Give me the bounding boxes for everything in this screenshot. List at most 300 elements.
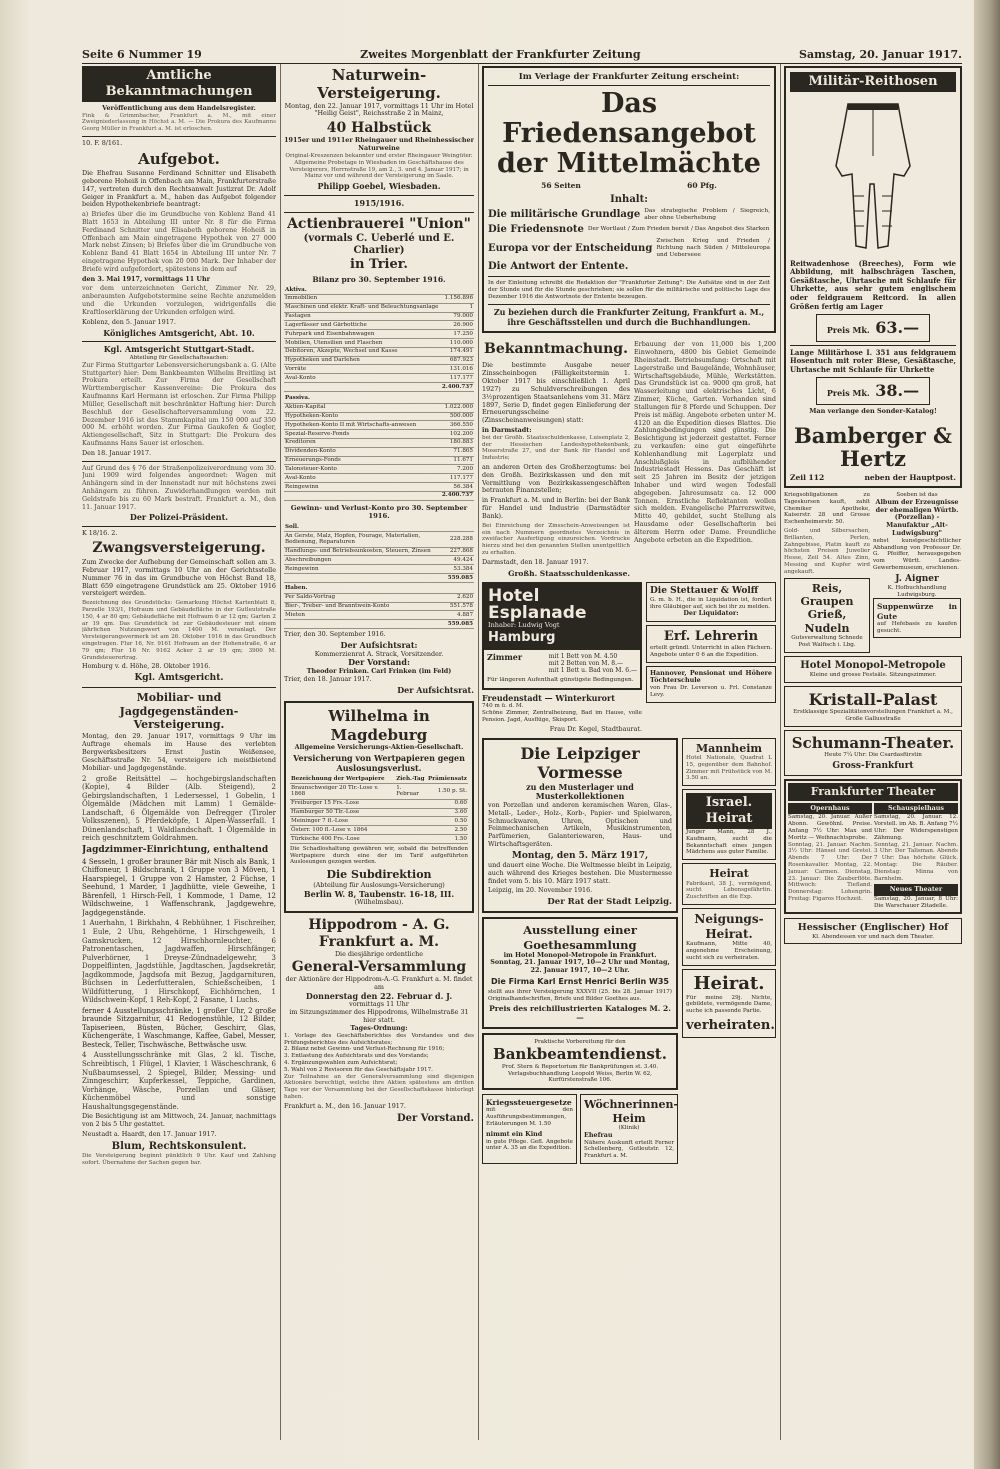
col3-right-filler: Erbauung der von 11,000 bis 1,200 Einwohnern, 4800 bis Gebiet Gemeinde Rheinstadt. Betriebsumfang: Ortschaft mit Lagerstraße und Baugelände, Wohnhäuser, Wirtschaftsgebäude, Mühle, Werkstätten. Das Grundstück ist ca. 9000 qm groß, hat Wasserleitung und elektrisches Licht, 6 Zimmer, Küche, Garten. Vorhanden sind Stallungen für 8 Pferde und Schuppen. Der Preis ist mäßig. Angebote erbeten unter M. 4120 an die Expedition dieses Blattes. Die Zahlungsbedingungen sind günstig. Die Besichtigung ist jederzeit gestattet. Ferner zu verkaufen: eine gut eingeführte Kohlenhandlung mit Lagerplatz und Anschlußgleis in aufblühender Industriestadt Hessens. Das Geschäft ist seit 25 Jahren im Besitz der jetzigen Inhaber und wird wegen Todesfall abgegeben. Jahresumsatz ca. 12 000 Tonnen. Ernstliche Reflektanten wollen sich melden. Evangelische Pfarrerswitwe, Mitte 40, gebildet, sucht Stellung als Hausdame oder Gesellschafterin bei älterem Herrn oder Dame. Freundliche Angebote erbeten an die Expedition.	[634, 340, 776, 544]
table-cell: 79.000	[441, 312, 474, 321]
wilhelma-title: Wilhelma in Magdeburg	[328, 707, 430, 744]
aktiva-head: Aktiva.	[284, 286, 474, 294]
table-cell: 180.883	[436, 438, 474, 447]
suppe-text: auf Hefebasis zu kaufen gesucht.	[877, 620, 957, 634]
woechnerinnen-sub: (Klinik)	[618, 1124, 640, 1131]
table-cell: Debitoren, Akzepte, Wechsel und Kasse	[284, 347, 441, 356]
wilhelma-addr: Berlin W. 8, Taubenstr. 16-18, III.	[303, 888, 455, 899]
bekannt-darmstadt-filler: bei der Großh. Staatsschuldenkasse, Luisenplatz 2, der Hessischen Landeshypothekenbank, Moserstraße 27, und der Bank für Handel und Industrie;	[482, 434, 630, 462]
freudenstadt-title: Freudenstadt — Winterkurort	[482, 692, 615, 703]
liquidator: Der Liquidator:	[683, 609, 739, 618]
esplanade-body	[484, 650, 640, 678]
divider	[488, 85, 770, 86]
kgl-amt-title: Kgl. Amtsgericht.	[134, 673, 224, 684]
inhalt-item-sub: Der Wortlaut / Zum Frieden bereit / Das Angebot des Starken	[587, 226, 770, 233]
esplanade-city: Hamburg	[488, 629, 556, 645]
col3-split-top	[482, 337, 776, 577]
table-cell: Hypotheken-Konto	[284, 412, 436, 421]
table-row	[284, 556, 474, 565]
israel-title: Israel. Heirat	[686, 793, 772, 829]
heirat1-title: Heirat	[709, 867, 749, 881]
naturwein-date: Montag, den 22. Januar 1917, vormittags 11 Uhr im Hotel "Heilig Geist", Reichsstraße 2 in Mainz,	[284, 101, 474, 118]
hippodrom-sub: der Aktionäre der Hippodrom-A.-G. Frankfurt a. M. findet am	[285, 975, 473, 991]
hippodrom-title: Hippodrom - A. G. Frankfurt a. M.	[308, 917, 450, 951]
table-row	[284, 330, 474, 339]
col4-right	[873, 492, 961, 656]
zwang-title: Zwangsversteigerung.	[92, 540, 266, 557]
heirat1-filler: Fabrikant, 38 J., vermögend, sucht Lebensgefährtin. Zuschriften an die Exp.	[686, 880, 772, 901]
woechnerinnen-title: Wöchnerinnen-Heim	[584, 1098, 679, 1125]
table-row	[284, 483, 474, 492]
wilhelma-th-1: Bezeichnung der Wertpapiere	[290, 775, 395, 783]
wilhelma-th-3: Prämiensatz	[428, 775, 467, 782]
kristall-ad	[784, 686, 962, 727]
neues-theater: Neues Theater	[874, 884, 958, 896]
header-left: Seite 6 Nummer 19	[82, 48, 202, 61]
stettauer-wrap	[646, 582, 776, 734]
passiva-head: Passiva.	[284, 395, 474, 403]
zwang-text: Zum Zwecke der Aufhebung der Gemeinschaft sollen am 3. Februar 1917, vormittags 10 Uhr an der Gerichtsstelle Nummer 76 in das im Grundbuche von Höchst Band 18, Blatt 659 eingetragene Grundstück am 25. Oktober 1916 versteigert werden.	[82, 558, 276, 598]
table-cell: Erneuerungs-Fonds	[284, 456, 436, 465]
aufgebot-text: Die Ehefrau Susanne Ferdinand Schnitter und Elisabeth geborene Hoheiß in Offenbach am Main, Frankfurterstraße 147, vertreten durch den Rechtsanwalt Justizrat Dr. Adolf Geiger in Frankfurt a. M., haben das Aufgebot folgender beiden Hypothekenbriefe beantragt:	[82, 169, 276, 209]
esplanade-wrap	[482, 582, 642, 734]
table-cell: 71.865	[436, 447, 474, 456]
inhalt-item-title: Europa vor der Entscheidung	[488, 242, 653, 254]
inhalt-item	[488, 224, 770, 236]
kriegsobligationen: Kriegsobligationen zu Tageskursen kauft, zahlt Chemiker Apotheke, Kaiserstr. 28 und Grosse Eschenheimerstr. 50.	[784, 491, 870, 526]
wilhelma-abt: (Abteilung für Auslosungs-Versicherung)	[313, 880, 445, 889]
album-text: nebst kunstgeschichtlicher Abhandlung von Professor Dr. G. Pfeiffer, herausgegeben vom Württ. Landes-Gewerbemuseum, erschienen.	[873, 537, 961, 572]
pensionat-ad	[646, 666, 776, 703]
table-cell: 17.250	[441, 330, 474, 339]
table-cell: 1.022.000	[436, 403, 474, 412]
neigungs-ad	[682, 908, 776, 966]
esplanade-ad	[482, 582, 642, 690]
pensionat-title: Hannover, Pensionat und Höhere Töchterschule	[650, 668, 772, 685]
goebel: Philipp Goebel, Wiesbaden.	[317, 181, 441, 192]
leipzig-date: Montag, den 5. März 1917,	[511, 850, 649, 861]
neigungs-title: Neigungs-Heirat.	[694, 911, 764, 941]
suppe-ad	[873, 598, 961, 638]
goethe-dates: Sonntag, 21. Januar 1917, 10—2 Uhr und Montag, 22. Januar 1917, 10—2 Uhr.	[490, 958, 670, 975]
table-cell: 1.156.896	[441, 294, 474, 303]
aigner-sub: K. Hofbuchhandlung Ludwigsburg.	[887, 584, 947, 598]
polizei-title: Der Polizei-Präsident.	[129, 512, 229, 523]
divider	[488, 276, 770, 277]
goethe-text: stellt aus ihrer Versteigerung XXXVII (25. bis 28. Januar 1917) Originalhandschriften, Briefe und Bilder Goethes aus.	[488, 988, 672, 1002]
preis1-value: 63.—	[875, 318, 920, 338]
hessischer-title: Hessischer (Englischer) Hof	[797, 921, 949, 933]
table-cell: Hamburger 50 Tlr.-Lose	[290, 808, 395, 817]
esplanade-note: Für längeren Aufenthalt günstigste Bedingungen.	[487, 677, 634, 684]
bankbeamten-title: Bankbeamtendienst.	[493, 1045, 667, 1064]
header-right: Samstag, 20. Januar 1917.	[799, 48, 962, 61]
aktiva-total: 2.400.737	[441, 383, 473, 390]
divider	[82, 136, 276, 137]
mannheim-ad	[682, 738, 776, 787]
esplanade-left	[488, 585, 636, 646]
table-cell: Dividenden-Konto	[284, 447, 436, 456]
table-row	[284, 365, 474, 374]
kristall-title: Kristall-Palast	[808, 689, 938, 709]
union-city: in Trier.	[350, 257, 408, 273]
table-row	[284, 294, 474, 303]
hippodrom-date: Donnerstag den 22. Februar d. J.	[305, 990, 453, 1001]
table-cell: Spezial-Reserve-Fonds	[284, 430, 436, 439]
col4-split	[784, 492, 962, 656]
table-cell	[395, 835, 427, 844]
wilhelma-ad	[284, 701, 474, 913]
jahrgang: 1915er und 1911er Rheingauer und Rheinhessischer Naturweine	[284, 136, 474, 153]
bekannt-sign: Großh. Staatsschuldenkasse.	[508, 568, 630, 578]
table-cell: Bier-, Treber- und Branntwein-Konto	[284, 602, 435, 611]
woechnerinnen-ad	[580, 1094, 678, 1164]
lehrerin-ad	[646, 625, 776, 662]
list-item: 2. Bilanz nebst Gewinn- und Verlust-Rechnung für 1916;	[284, 1046, 445, 1053]
table-row	[290, 808, 468, 817]
table-cell: 53.384	[447, 565, 474, 574]
table-cell: Vorräte	[284, 365, 441, 374]
stuttgart-body-filler: Zur Firma Stuttgarter Lebensversicherungsbank a. G. (Alte Stuttgarter) hier: Dem Bankbeamten Wilhelm Breitling ist Prokura erteilt. Zur Firma der Gesellschaft Württembergischer Kassenvereine: Die Prokura des Kaufmanns Karl Hermann ist erloschen. Zur Firma Philipp Müller, Gesellschaft mit beschränkter Haftung hier: Durch Beschluß der Gesellschafterversammlung vom 22. Dezember 1916 ist das Stammkapital um 150 000 auf 350 000 M. erhöht worden. Zur Firma Gaukofen & Gogler, Aktiengesellschaft, Sitz in Stuttgart: Die Prokura des Kaufmanns Hans Sauer ist erloschen.	[82, 360, 276, 447]
years: 1915/1916.	[353, 197, 405, 208]
preis-label-2: Preis Mk.	[826, 388, 870, 399]
table-cell: Reingewinn	[284, 565, 447, 574]
neigungs-text: Kaufmann, Mitte 40, angenehme Erscheinung, sucht sich zu verheiraten.	[686, 941, 772, 961]
bekannt-body-filler: Bei Einreichung der Zinsschein-Anweisungen ist ein nach Nummern geordnetes Verzeichnis in zweifacher Ausfertigung einzureichen. Vordrucke hierzu sind bei den genannten Stellen unentgeltlich zu erhalten.	[482, 522, 630, 556]
esplanade-title: Hotel Esplanade	[488, 585, 587, 623]
header-center: Zweites Morgenblatt der Frankfurter Zeitung	[360, 48, 641, 61]
table-cell: Reingewinn	[284, 483, 436, 492]
table-cell: 227.868	[447, 547, 474, 556]
table-row	[290, 784, 468, 800]
table-row	[284, 421, 474, 430]
halbstueck: 40 Halbstück	[326, 120, 432, 137]
ferner-body-filler: 4 Ausstellungsschränke mit Glas, 2 kl. Tische, Schreibtisch, 1 Flügel, 1 Klavier, 1 Wäscheschrank, 6 Nußbaumsessel, 2 Spiegel, Bilder, Messing- und Zinngeschirr, Kupferkessel, Teppiche, Gardinen, Vorhänge, Wäsche, Porzellan und Gläser, Küchenmöbel und sonstige Haushaltungsgegenstände.	[82, 1051, 276, 1111]
col3-split-mid	[482, 582, 776, 734]
divider	[82, 526, 276, 527]
table-cell: 551.578	[435, 602, 474, 611]
bankbeamten-ad	[482, 1033, 678, 1091]
col3-right-low	[682, 738, 776, 1168]
lange-text: Lange Militärhose I. 351 aus feldgrauem Hosentuch mit roter Biese, Gesäßtasche, Uhrtasche mit Schlaufe für Uhrkette	[790, 347, 956, 374]
schauspiel-filler: Sonntag, 21. Januar. Nachm. 3 Uhr: Der Talisman. Abends 7 Uhr: Das höchste Glück. Montag: Die Räuber. Dienstag: Minna von Barnhelm.	[874, 841, 958, 882]
monopol-sub: Kleine und grosse Festsäle. Sitzungszimmer.	[809, 672, 937, 679]
table-cell: Österr. 100 fl.-Lose v. 1864	[290, 826, 395, 835]
lehrerin-title: Erf. Lehrerin	[663, 629, 759, 645]
bekannt-frankfurt: in Frankfurt a. M. und in Berlin: bei der Bank für Handel und Industrie (Darmstädter Bank).	[482, 496, 630, 520]
album-head: Soeben ist das	[896, 491, 938, 498]
katalog: Man verlange den Sonder-Katalog!	[809, 406, 937, 415]
suppe-title: Suppenwürze in Gute	[877, 602, 957, 621]
column-rule-2	[478, 64, 479, 1440]
homburg-date: Homburg v. d. Höhe, 28. Oktober 1916.	[82, 662, 211, 671]
neues-text: Samstag, 20. Januar, 8 Uhr: Die Warschauer Zitadelle.	[874, 896, 958, 910]
jagd-body-filler: 1 Auerhahn, 1 Birkhahn, 4 Rebhühner, 1 Fischreiher, 1 Eule, 2 Uhu, Rehgehörne, 1 Hirschgeweih, 1 Gamskrucken, 12 Hirschhornleuchter, 6 Patronentaschen, Jagdwaffen, Hirschfänger, Pulverhörner, 1 Dreyse-Zündnadelgewehr, 3 Doppelflinten, Jagdstühle, Jagdtaschen, Jagdsekretär, Jagdkommode, Jagdsofa mit Bezug, Jagdgarnituren, Büchsen in Lederfutteralen, Schießscheiben, 1 Wildfütterung, 1 Hirschkopf, Eichhörnchen, 1 Wildschwein-Kopf, 1 Reh-Kopf, 2 Fasane, 1 Luchs.	[82, 919, 276, 1005]
table-cell: Maschinen und elektr. Kraft- und Beleuchtungsanlage	[284, 303, 441, 312]
union-sub: (vormals C. Ueberlé und E. Charlier)	[303, 232, 455, 256]
list-item: 1. Vorlage des Geschäftsberichtes des Vorstandes und des Prüfungsberichtes des Aufsichtsrates;	[284, 1032, 474, 1046]
reithosen-text: Reitwadenhose (Breeches), Form wie Abbildung, mit halbschrägen Taschen, Gesäßtasche, Uhrtasche mit Schlaufe für Uhrkette, aus sehr gutem englischem oder feldgrauem Reitcord. In allen Größen fertig am Lager	[790, 258, 956, 311]
polizei-body-filler: Auf Grund des § 76 der Straßenpolizeiverordnung vom 30. Juni 1909 wird folgendes angeordnet: Wagen mit Anhängern sind in der Innenstadt nur mit höchstens zwei Anhängern zu führen. Zuwiderhandlungen werden mit Geldstrafe bis zu 60 Mark bestraft. Frankfurt a. M., den 11. Januar 1917.	[82, 463, 276, 511]
blum-sign: Blum, Rechtskonsulent.	[111, 1140, 247, 1152]
divider	[82, 461, 276, 462]
column-1	[82, 66, 276, 1436]
table-cell: Braunschweiger 20 Tlr.-Lose v. 1868	[290, 784, 395, 800]
kriegsteuer-title: Kriegssteuergesetze	[486, 1098, 572, 1108]
hippodrom-time: vormittags 11 Uhr	[349, 1000, 409, 1009]
wilhelma-direktion: Die Subdirektion	[326, 868, 432, 882]
haben-table	[284, 585, 474, 629]
col3-split-low	[482, 738, 776, 1168]
table-row	[284, 403, 474, 412]
heirat2-ad	[682, 969, 776, 1038]
verheiraten-title: verheiraten.	[686, 1018, 775, 1034]
table-cell: Per Saldo-Vortrag	[284, 593, 435, 602]
frieden-title-2: der Mittelmächte	[497, 147, 761, 179]
inhalt-item-title: Die Friedensnote	[488, 223, 584, 235]
album-title: Album der Erzeugnisse der ehemaligen Würtb. (Porzellan) - Manufaktur „Alt-Ludwigsburg"	[875, 497, 959, 537]
bekannt-darmstadt: in Darmstadt:	[482, 425, 532, 434]
table-row	[284, 465, 474, 474]
binding-edge	[974, 0, 1000, 1469]
list-item: 3. Entlastung des Aufsichtsrats und des Vorstands;	[284, 1053, 429, 1060]
vorstand-names: Theodor Frinken. Carl Frinken (im Feld)	[306, 667, 452, 676]
bankbeamten-head: Praktische Vorbereitung für den	[534, 1038, 626, 1045]
table-row	[284, 547, 474, 556]
schauspiel-col	[874, 803, 958, 910]
table-cell: 687.923	[441, 356, 474, 365]
table-row	[284, 447, 474, 456]
guv-title: Gewinn- und Verlust-Konto pro 30. September 1916.	[290, 503, 468, 520]
vorstand-head: Der Vorstand:	[348, 657, 410, 668]
kriegsteuer-text: mit den Ausführungsbestimmungen, Erläuterungen M. 1.50	[486, 1107, 573, 1127]
table-cell: Fastagen	[284, 312, 441, 321]
col4-left	[784, 492, 870, 656]
table-cell: Abschreibungen	[284, 556, 447, 565]
table-cell	[395, 817, 427, 826]
mannheim-title: Mannheim	[695, 741, 763, 755]
esplanade-prices: mit 1 Bett von M. 4.50 mit 2 Betten von M. 8.— mit 1 Bett u. Bad von M. 6.—	[548, 652, 637, 675]
schumann-text: Heute 7¼ Uhr: Die Csardasfürstin	[824, 752, 922, 759]
bekannt-title: Bekanntmachung.	[484, 341, 628, 358]
stuttgart-sub: Abteilung für Gesellschaftssachen:	[129, 355, 229, 362]
frieden-preis: 60 Pfg.	[687, 181, 717, 191]
mobiliar-title: Mobiliar- und Jagdgegenständen-Versteigerung.	[119, 691, 239, 732]
preis1-box	[790, 314, 956, 342]
kriegsteuer-ad	[482, 1094, 577, 1164]
jagd-text: 4 Sesseln, 1 großer brauner Bär mit Nisch als Bank, 1 Chiffoneur, 1 Bildschrank, 1 Gruppe von 3 Möven, 1 Haarspiegel, 1 Gruppe von 2 Hamster, 2 Füchse, 1 Seehund, 1 Marder, 1 Jagdhütte, viele Geweihe, 1 Bärenfell, 1 Hirsch-Fell, 1 Kommode, 1 Dame, 12 Wildschweine, 1 Waffenschrank, Jagdgewehre, Jagdgegenstände.	[82, 857, 276, 917]
table-cell: 131.016	[441, 365, 474, 374]
passiva-table	[284, 395, 474, 501]
verlag-line: Im Verlage der Frankfurter Zeitung erscheint:	[518, 72, 740, 82]
hippodrom-body-filler: Zur Teilnahme an der Generalversammlung sind diejenigen Aktionäre berechtigt, welche ihre Aktien spätestens am dritten Tage vor der Versammlung bei der Gesellschaftskasse hinterlegt haben.	[284, 1073, 474, 1101]
table-row	[284, 303, 474, 312]
esplanade-header	[484, 584, 640, 650]
bilanz-title: Bilanz pro 30. September 1916.	[312, 274, 446, 284]
table-cell: Aval-Konto	[284, 474, 436, 483]
lehrerin-text: erteilt gründl. Unterricht in allen Fächern. Angebote unter 0 6 an die Expedition.	[650, 644, 772, 658]
preis2	[816, 377, 930, 405]
aufsichtsrat-sign: Der Aufsichtsrat.	[397, 684, 474, 695]
bamberger-addr	[790, 473, 956, 482]
column-4	[784, 66, 962, 1436]
table-cell: 117.177	[441, 374, 474, 383]
table-row	[284, 321, 474, 330]
kind-title: Ehefrau	[584, 1130, 613, 1139]
table-row	[284, 565, 474, 574]
aufsichtsrat-name: Kommerzienrat A. Strack, Vorsitzender.	[314, 649, 444, 658]
hippodrom-vorstand: Der Vorstand.	[396, 1112, 474, 1124]
leipzig-sign: Der Rat der Stadt Leipzig.	[547, 897, 672, 908]
mannheim-filler: Hotel Nationale, Quadrat L 15, gegenüber dem Bahnhof. Zimmer mit Frühstück von M. 3.50 an.	[686, 754, 772, 782]
israel-text: Junger Mann, 28 J., Kaufmann, sucht die Bekanntschaft eines jungen Mädchens aus guter Familie.	[686, 828, 772, 856]
table-cell: An Gerste, Malz, Hopfen, Fourage, Materialien, Bedienung, Reparaturen	[284, 532, 447, 548]
table-row	[284, 474, 474, 483]
frieden-meta	[488, 181, 770, 190]
table-row	[284, 438, 474, 447]
col3-left-low	[482, 738, 678, 1168]
table-cell: 366.550	[436, 421, 474, 430]
goethe-preis: Preis des reichillustrierten Kataloges M. 2.—	[489, 1004, 671, 1023]
divider	[284, 212, 474, 213]
frieden-title-1: Das Friedensangebot	[502, 88, 756, 150]
stettauer-title: Die Stettauer & Wolff	[650, 585, 759, 596]
reithosen-ad	[784, 66, 962, 488]
table-cell: 1. Februar	[395, 784, 427, 800]
table-row	[284, 532, 474, 548]
inhalt-item	[488, 208, 770, 222]
stuttgart-title: Kgl. Amtsgericht Stuttgart-Stadt.	[103, 344, 255, 355]
table-row	[284, 456, 474, 465]
table-cell: 26.900	[441, 321, 474, 330]
wilhelma-addr-2: (Wilhelmsbau).	[354, 898, 404, 907]
table-cell: 7.200	[436, 465, 474, 474]
table-cell: 2.50	[427, 826, 468, 835]
aufgebot-title: Aufgebot.	[138, 149, 220, 168]
zeil: Zeil 112	[790, 472, 825, 482]
kristall-sub: Erstklassige Spezialitätenvorstellungen Frankfurt a. M., Große Gallusstraße	[793, 709, 953, 723]
goethe-firma: Die Firma Karl Ernst Henrici Berlin W35	[491, 976, 669, 986]
reis-sub: Gutsverwaltung Schnede Post Walfisch i. Lbg.	[791, 635, 863, 649]
reithosen-illustration-icon	[818, 96, 928, 256]
table-row	[290, 799, 468, 808]
divider	[82, 341, 276, 342]
mobiliar-text: Montag, den 29. Januar 1917, vormittags 9 Uhr im Auftrage ehemals im Hause des verlebten Bergwerksbesitzers Ernst Justin Weißensee, Geschäftsstraße Nr. 54, versteigere ich meistbietend Mobiliar- und Jagdgegenstände.	[82, 732, 276, 772]
wilhelma-note: Die Schadloshaltung gewähren wir, sobald die betreffenden Wertpapiere durch eine der im Tarif aufgeführten Auslosungen gezogen werden.	[290, 845, 468, 866]
gross-frankfurt: Gross-Frankfurt	[832, 761, 914, 772]
table-cell: Fuhrpark und Eisenbahnwagen	[284, 330, 441, 339]
table-cell: Lagerfässer und Gärbottiche	[284, 321, 441, 330]
wilhelma-sub: Allgemeine Versicherungs-Aktien-Gesellschaft.	[294, 743, 464, 752]
hippodrom-intro: Die diesjährige ordentliche	[334, 950, 424, 959]
bankbeamten-text: Prof. Stern & Reportorium für Bankprüfungen st. 3.40. Verlagsbuchhandlung Leopold Weiss, Berlin W. 62, Kurfürstenstraße 106.	[501, 1063, 659, 1084]
preis1	[816, 314, 930, 342]
aufgebot-termin: den 3. Mai 1917, vormittags 11 Uhr	[82, 274, 210, 283]
hippodrom-date-sign: Frankfurt a. M., den 16. Januar 1917.	[284, 1101, 406, 1110]
table-cell	[395, 799, 427, 808]
table-row	[284, 339, 474, 348]
table-row	[284, 412, 474, 421]
table-cell: 117.177	[436, 474, 474, 483]
aufgebot-body-filler: a) Briefes über die im Grundbuche von Koblenz Band 41 Blatt 1653 in Abteilung III unter Nr. 8 für die Firma Ferdinand Schnitter und Elisabeth geborene Hoheiß in Offenbach am Main eingetragene Hypothek von 27 000 Mark nebst Zinsen; b) Briefes über die im Grundbuche von Koblenz Band 41 Blatt 1654 in Abteilung III unter Nr. 7 eingetragene Hypothek von 20 000 Mark. Der Inhaber der Briefe wird aufgefordert, spätestens in dem auf	[82, 210, 276, 273]
aufsichtsrat-head: Der Aufsichtsrat:	[340, 639, 418, 650]
besichtigung: Die Besichtigung ist am Mittwoch, 24. Januar, nachmittags von 2 bis 5 Uhr gestattet.	[82, 1112, 276, 1128]
hessischer-ad	[784, 918, 962, 944]
table-cell: 1	[441, 303, 474, 312]
schauspielhaus: Schauspielhaus	[874, 803, 958, 815]
table-cell: Freiburger 15 Frs.-Lose	[290, 799, 395, 808]
goethe-title: Ausstellung einer Goethesammlung	[523, 923, 637, 952]
wilhelma-head: Versicherung von Wertpapieren gegen Auslosungsverlust.	[293, 752, 465, 773]
list-item: 4. Ergänzungswahlen zum Aufsichtsrat;	[284, 1059, 398, 1066]
table-cell: 102.200	[436, 430, 474, 439]
union-title: Actienbrauerei "Union"	[287, 215, 471, 232]
inhalt-item-sub: Zwischen Krieg und Frieden / Richtung nach Süden / Mitteleuropa und Ueberseee	[656, 238, 770, 259]
pensionat-sub: von Frau Dr. Leverson u. Frl. Constanze Levy.	[650, 685, 772, 699]
case-number: 10. F. 8/161.	[82, 138, 123, 147]
aigner: J. Aigner	[895, 573, 939, 584]
hippodrom-tagesordnung: Tages-Ordnung:	[350, 1023, 408, 1032]
frankfurter-theater: Frankfurter Theater	[788, 783, 958, 800]
soll-head: Soll.	[284, 523, 474, 531]
preis2-value: 38.—	[875, 381, 920, 401]
hippodrom-gv: General-Versammlung	[291, 959, 467, 976]
frieden-seiten: 56 Seiten	[541, 181, 581, 191]
koblenz-date: Koblenz, den 5. Januar 1917.	[82, 317, 176, 326]
stettauer-sub: G. m. b. H., die in Liquidation ist, fordert ihre Gläubiger auf, sich bei ihr zu melden.	[650, 596, 772, 610]
reis-ad	[784, 578, 870, 653]
leipzig-text: und dauert eine Woche. Die Weltmesse bleibt in Leipzig, auch während des Krieges bestehen. Die Mustermesse findet vom 5. bis 10. März 1917 statt.	[488, 860, 672, 885]
inhalt-item	[488, 261, 770, 273]
table-cell: 228.288	[447, 532, 474, 548]
ferner-text: ferner 4 Ausstellungsschränke, 1 großer Uhr, 2 große braunde Sitzgarnitur, 41 Redogenstühle, 12 Bilder, Tapiserieen, Büsten, Bücher, Geschirr, Glas, Küchengeräte, 1 Waschmange, Kaffee, Gabel, Messer, Besteck, Teller, Tischwäsche, Bettwäsche usw.	[82, 1006, 276, 1049]
leipzig-title: Die Leipziger Vormesse	[520, 743, 640, 783]
leipzig-ad	[482, 738, 678, 914]
leipzig-sub: zu den Musterlager und Musterkollektionen	[526, 781, 634, 802]
table-cell: Aval-Konto	[284, 374, 441, 383]
table-row	[290, 826, 468, 835]
freudenstadt-sign: Frau Dr. Kegel, Stadtbaurat.	[549, 724, 642, 733]
inhalt-head: Inhalt:	[610, 193, 648, 205]
opern-filler: Sonntag, 21. Januar. Nachm. 3½ Uhr: Hänsel und Gretel. Abends 7 Uhr: Der Rosenkavalier. Montag, 22. Januar: Carmen. Dienstag, 23. Januar: Die Zauberflöte. Mittwoch: Tiefland. Donnerstag: Lohengrin. Freitag: Figaros Hochzeit.	[788, 841, 872, 903]
col3-left	[482, 337, 630, 577]
inhalt-item-sub: Das strategische Problem / Siegreich, aber ohne Ueberhebung	[644, 207, 770, 221]
table-cell: Immobilien	[284, 294, 441, 303]
table-cell: 174.491	[441, 347, 474, 356]
stuttgart-date: Den 18. Januar 1917.	[82, 448, 152, 457]
column-2	[284, 66, 474, 1436]
table-cell: Meininger 7 fl.-Lose	[290, 817, 395, 826]
table-row	[284, 312, 474, 321]
esplanade-rooms: Zimmer	[487, 651, 523, 662]
table-cell: Handlungs- und Betriebsunkosten, Steuern, Zinsen	[284, 547, 447, 556]
table-cell: 1.50	[427, 835, 468, 844]
hessischer-sub: Kl. Abendessen vor und nach dem Theater.	[812, 933, 934, 940]
divider	[82, 687, 276, 688]
preis-label-1: Preis Mk.	[826, 325, 870, 336]
divider	[790, 345, 956, 346]
table-cell: Kreditoren	[284, 438, 436, 447]
table-cell: Aktien-Kapital	[284, 403, 436, 412]
leipzig-items: von Porzellan und anderen keramischen Waren, Glas-, Metall-, Leder-, Holz-, Korb-, Papier- und Spielwaren, Schmuckwaren, Uhren, Optischen und Feinmechanischen Artikeln, Musikinstrumenten, Parfümerien, Galanteriewaren, Haus- und Wirtschaftsgeräten.	[488, 801, 672, 849]
table-cell: Hypotheken und Darlehen	[284, 356, 441, 365]
bekannt-places: an anderen Orten des Großherzogtums: bei den Großh. Bezirkskassen und den mit Vermittlung von Bezirkskassengeschäften betrauten Finanzstellen;	[482, 463, 630, 495]
theater-ad	[784, 779, 962, 914]
friedensangebot-ad	[482, 66, 776, 333]
table-cell: Mobilien, Utensilien und Flaschen	[284, 339, 441, 348]
freudenstadt-text: Schöne Zimmer, Zentralheizung, Bad im Hause, volle Pension. Jagd, Ausflüge, Skisport.	[482, 710, 642, 723]
freudenstadt-alt: 740 m ü. d. M.	[482, 703, 524, 710]
